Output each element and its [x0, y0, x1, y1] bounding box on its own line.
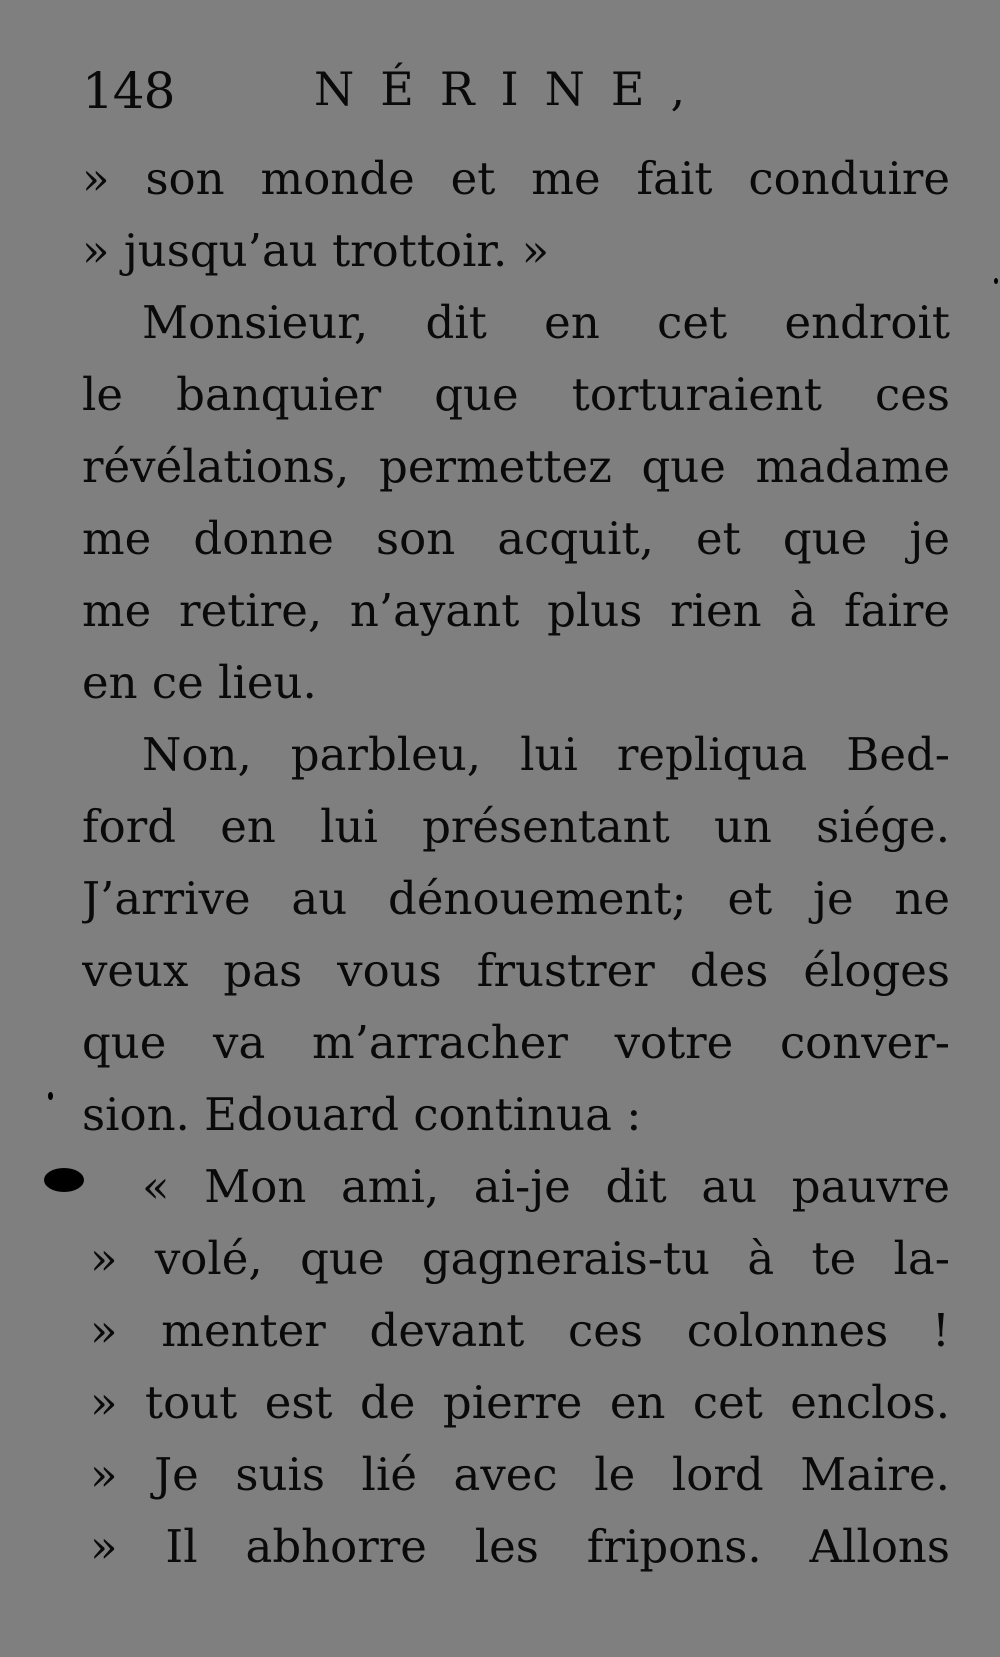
- text-line: » Je suis lié avec le lord Maire.: [90, 1448, 950, 1501]
- text-line: révélations, permettez que madame: [82, 440, 950, 493]
- ink-speck-mark: [48, 1092, 53, 1100]
- text-line: » Il abhorre les fripons. Allons: [90, 1520, 950, 1573]
- text-line: sion. Edouard continua :: [82, 1088, 642, 1141]
- text-line: Monsieur, dit en cet endroit: [142, 296, 950, 349]
- text-line: me donne son acquit, et que je: [82, 512, 950, 565]
- page-number: 148: [82, 62, 175, 120]
- text-line: ford en lui présentant un siége.: [82, 800, 950, 853]
- text-line: que va m’arracher votre conver-: [82, 1016, 950, 1069]
- body-text: [82, 143, 950, 1583]
- text-line: » menter devant ces colonnes !: [90, 1304, 950, 1357]
- running-title: NÉRINE,: [314, 62, 712, 116]
- text-line: » son monde et me fait conduire: [82, 152, 950, 205]
- text-line: » jusqu’au trottoir. »: [82, 224, 550, 277]
- text-line: me retire, n’ayant plus rien à faire: [82, 584, 950, 637]
- text-line: « Mon ami, ai-je dit au pauvre: [142, 1160, 950, 1213]
- text-line: J’arrive au dénouement; et je ne: [82, 872, 950, 925]
- text-line: » tout est de pierre en cet enclos.: [90, 1376, 950, 1429]
- text-line: Non, parbleu, lui repliqua Bed-: [142, 728, 950, 781]
- text-line: » volé, que gagnerais-tu à te la-: [90, 1232, 950, 1285]
- ink-blot-mark: [44, 1168, 84, 1192]
- text-line: en ce lieu.: [82, 656, 317, 709]
- page-header: [82, 62, 722, 132]
- text-line: veux pas vous frustrer des éloges: [82, 944, 950, 997]
- ink-speck-mark: [994, 278, 998, 284]
- text-line: le banquier que torturaient ces: [82, 368, 950, 421]
